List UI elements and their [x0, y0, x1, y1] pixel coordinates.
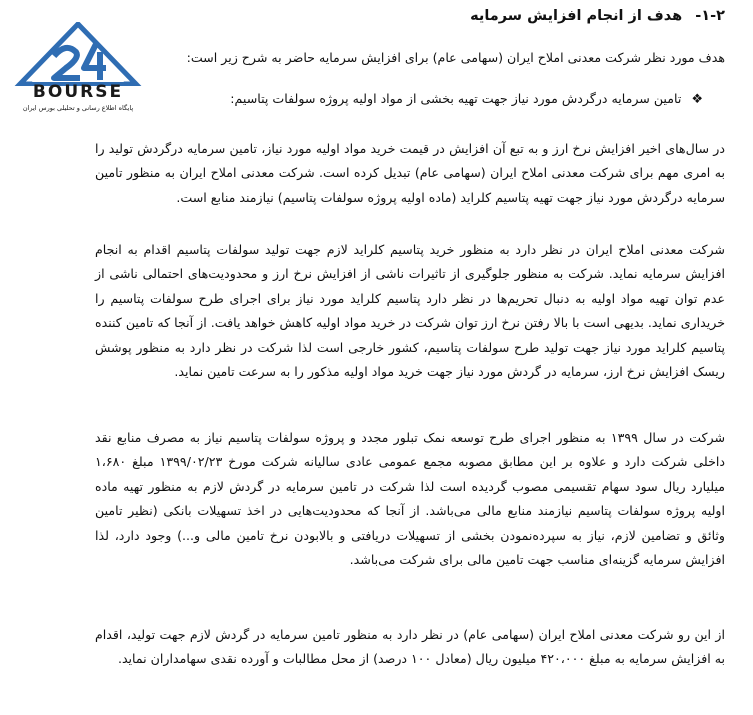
- intro-text: هدف مورد نظر شرکت معدنی املاح ایران (سهامی عام) برای افزایش سرمایه حاضر به شرح زیر است:: [186, 50, 725, 65]
- paragraph: از این رو شرکت معدنی املاح ایران (سهامی عام) در نظر دارد به منظور تامین سرمایه در گردش لازم جهت تولید، اقدام به افزایش سرمایه به مبلغ ۴۲۰،۰۰۰ میلیون ریال (معادل ۱۰۰ درصد) از محل مطالبات و آورده نقدی سهامداران نماید.: [95, 626, 725, 667]
- section-number: ۱-۲-: [695, 8, 725, 24]
- paragraph: شرکت در سال ۱۳۹۹ به منظور اجرای طرح توسعه نمک تبلور مجدد و پروژه سولفات پتاسیم نیاز به مصرف منابع نقد داخلی شرکت دارد و علاوه بر این مطابق مصوبه مجمع عمومی عادی سالیانه شرکت مورخ ۱۳۹۹/۰۲/۲۳ مبلغ ۱،۶۸۰ میلیارد ریال سود سهام تقسیمی مصوب گردیده است لذا شرکت در تامین سرمایه در گردش لازم به منظور تهیه ماده اولیه پروژه سولفات پتاسیم نیازمند منابع مالی می‌باشد. از آنجا که محدودیت‌هایی در اخذ تسهیلات بانکی (نظیر تامین وثائق و تضامین لازم، نیاز به سپرده‌نمودن بخشی از تسهیلات دریافتی و بالابودن نرخ تامین مالی و...) وجود دارد، لذا افزایش سرمایه گزینه‌ای مناسب جهت تامین مالی برای شرکت می‌باشد.: [95, 429, 725, 568]
- bourse-logo: [14, 22, 142, 126]
- section-title: هدف از انجام افزایش سرمایه: [470, 8, 683, 24]
- logo-wordmark: BOURSE: [32, 82, 124, 102]
- diamond-bullet-icon: ❖: [691, 92, 703, 107]
- paragraph: شرکت معدنی املاح ایران در نظر دارد به منظور خرید پتاسیم کلراید لازم جهت تولید سولفات پتاسیم اقدام به انجام افزایش سرمایه نماید. شرکت به منظور جلوگیری از تاثیرات ناشی از افزایش نرخ ارز و محدودیت‌های احتمالی ناشی از عدم توان تهیه مواد اولیه به دنبال تحریم‌ها در نظر دارد پتاسیم کلراید مورد نیاز برای اجرای طرح سولفات پتاسیم را خریداری نماید. بدیهی است با بالا رفتن نرخ ارز توان شرکت در خرید مواد اولیه کاهش خواهد یافت. از آنجا که تامین کننده پتاسیم کلراید مورد نیاز جهت تولید طرح سولفات پتاسیم، کشور خارجی است لذا شرکت در نظر دارد به منظور پوشش ریسک افزایش نرخ ارز، سرمایه در گردش مورد نیاز جهت خرید مواد اولیه مذکور را به سرعت تامین نماید.: [95, 241, 725, 380]
- logo-tagline: پایگاه اطلاع رسانی و تحلیلی بورس ایران: [22, 104, 134, 112]
- bullet-item: [183, 91, 703, 107]
- logo-mark-icon: [14, 22, 142, 86]
- bullet-text: تامین سرمایه درگردش مورد نیاز جهت تهیه بخشی از مواد اولیه پروژه سولفات پتاسیم:: [230, 91, 682, 106]
- paragraph: در سال‌های اخیر افزایش نرخ ارز و به تبع آن افزایش در قیمت خرید مواد اولیه مورد نیاز، تامین سرمایه درگردش تولید را به امری مهم برای شرکت معدنی املاح ایران (سهامی عام) تبدیل کرده است. شرکت معدنی املاح ایران به منظور تامین سرمایه درگردش مورد نیاز جهت تهیه پتاسیم کلراید (ماده اولیه پروژه سولفات پتاسیم) نیازمند منابع است.: [95, 140, 725, 205]
- section-heading: [470, 8, 725, 24]
